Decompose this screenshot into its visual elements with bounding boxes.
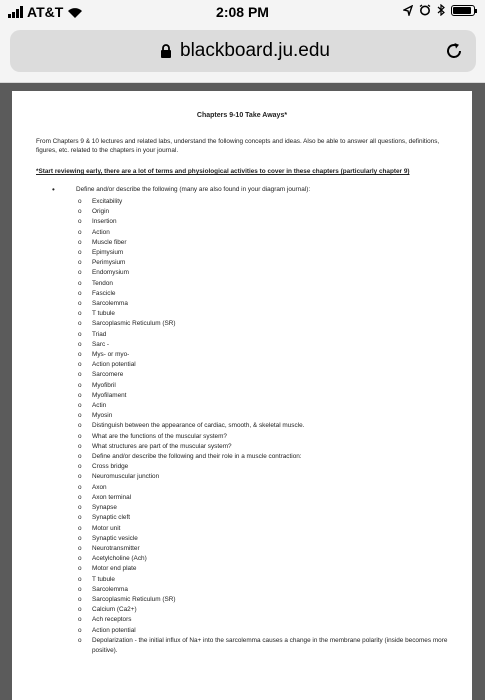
list-item-text: Myosin	[92, 412, 113, 420]
list-item	[78, 524, 458, 534]
hollow-bullet-icon: o	[78, 534, 82, 542]
hollow-bullet-icon: o	[78, 361, 82, 369]
hollow-bullet-icon: o	[78, 279, 82, 287]
list-item-text: Sarcolemma	[92, 585, 128, 593]
list-item-text: Synaptic cleft	[92, 514, 131, 522]
hollow-bullet-icon: o	[78, 371, 82, 379]
hollow-bullet-icon: o	[78, 320, 82, 328]
list-item	[78, 381, 458, 391]
hollow-bullet-icon: o	[78, 555, 82, 563]
bullet-icon: •	[52, 185, 55, 194]
list-item-text: Action potential	[92, 626, 136, 634]
hollow-bullet-icon: o	[78, 595, 82, 603]
list-item-text: T tubule	[92, 575, 115, 583]
term-list	[78, 197, 458, 656]
hollow-bullet-icon: o	[78, 381, 82, 389]
list-item-text: Muscle fiber	[92, 238, 127, 246]
list-item-text: Neurotransmitter	[92, 544, 140, 552]
list-item	[78, 421, 458, 431]
hollow-bullet-icon: o	[78, 422, 82, 430]
list-item	[78, 575, 458, 585]
list-item	[78, 228, 458, 238]
list-item	[78, 483, 458, 493]
hollow-bullet-icon: o	[78, 585, 82, 593]
list-item	[78, 309, 458, 319]
list-item-text: Myofilament	[92, 391, 127, 399]
list-item	[78, 238, 458, 248]
lock-icon	[160, 44, 172, 58]
list-item-text: Origin	[92, 208, 110, 216]
list-item-text: Endomysium	[92, 269, 129, 277]
address-bar[interactable]	[10, 30, 476, 72]
document-intro: From Chapters 9 & 10 lectures and related labs, understand the following concepts and ideas. Also be able to answer all questions, definitions, figures, etc. related to the chapters in your journal.	[36, 138, 440, 154]
list-item	[78, 360, 458, 370]
list-item	[78, 289, 458, 299]
list-item	[78, 207, 458, 217]
hollow-bullet-icon: o	[78, 218, 82, 226]
hollow-bullet-icon: o	[78, 330, 82, 338]
list-item	[78, 299, 458, 309]
list-item-text: Fascicle	[92, 289, 116, 297]
list-item	[78, 452, 458, 462]
bluetooth-icon	[437, 4, 445, 16]
list-item-text: Acetylcholine (Ach)	[92, 555, 147, 563]
hollow-bullet-icon: o	[78, 606, 82, 614]
hollow-bullet-icon: o	[78, 616, 82, 624]
document-note: *Start reviewing early, there are a lot of terms and physiological activities to cover in these chapters (particularly chapter 9)	[36, 168, 410, 175]
list-item-text: Sarcolemma	[92, 300, 128, 308]
battery-icon	[451, 5, 475, 16]
list-item	[78, 636, 458, 656]
hollow-bullet-icon: o	[78, 249, 82, 257]
list-item	[78, 493, 458, 503]
list-item-text: What structures are part of the muscular system?	[92, 442, 232, 450]
list-item	[78, 554, 458, 564]
list-item	[78, 626, 458, 636]
browser-toolbar	[0, 24, 485, 83]
list-item-text: Epimysium	[92, 249, 124, 257]
list-item	[78, 217, 458, 227]
hollow-bullet-icon: o	[78, 340, 82, 348]
list-item-text: Synaptic vesicle	[92, 534, 138, 542]
list-item-text: Synapse	[92, 504, 117, 512]
hollow-bullet-icon: o	[78, 412, 82, 420]
list-item-text: Cross bridge	[92, 463, 129, 471]
hollow-bullet-icon: o	[78, 514, 82, 522]
list-item-text: Insertion	[92, 218, 117, 226]
list-item-text: Actin	[92, 402, 107, 410]
hollow-bullet-icon: o	[78, 493, 82, 501]
status-time: 2:08 PM	[216, 4, 269, 20]
url-text: blackboard.ju.edu	[180, 40, 330, 61]
list-item	[78, 462, 458, 472]
list-item-text: Sarcomere	[92, 371, 124, 379]
list-item	[78, 330, 458, 340]
carrier-name: AT&T	[27, 4, 64, 20]
list-item	[78, 248, 458, 258]
hollow-bullet-icon: o	[78, 289, 82, 297]
hollow-bullet-icon: o	[78, 636, 82, 644]
list-item	[78, 595, 458, 605]
list-item-text: What are the functions of the muscular system?	[92, 432, 227, 440]
list-item	[78, 605, 458, 615]
list-item-text: Mys- or myo-	[92, 351, 130, 359]
list-item-text: T tubule	[92, 310, 115, 318]
list-item	[78, 197, 458, 207]
list-item	[78, 279, 458, 289]
hollow-bullet-icon: o	[78, 524, 82, 532]
list-item	[78, 513, 458, 523]
list-item	[78, 401, 458, 411]
list-item-text: Action potential	[92, 361, 136, 369]
list-item-text: Axon terminal	[92, 493, 132, 501]
hollow-bullet-icon: o	[78, 626, 82, 634]
reload-icon[interactable]	[444, 41, 464, 61]
document-page	[12, 91, 472, 700]
hollow-bullet-icon: o	[78, 442, 82, 450]
list-item	[78, 534, 458, 544]
list-item-text: Tendon	[92, 279, 113, 287]
hollow-bullet-icon: o	[78, 238, 82, 246]
hollow-bullet-icon: o	[78, 310, 82, 318]
hollow-bullet-icon: o	[78, 269, 82, 277]
hollow-bullet-icon: o	[78, 208, 82, 216]
hollow-bullet-icon: o	[78, 575, 82, 583]
list-item-text: Triad	[92, 330, 107, 338]
list-item-text: Ach receptors	[92, 616, 132, 624]
list-item	[78, 391, 458, 401]
list-item	[78, 442, 458, 452]
hollow-bullet-icon: o	[78, 483, 82, 491]
list-item-text: Distinguish between the appearance of cardiac, smooth, & skeletal muscle.	[92, 422, 305, 430]
list-item	[78, 370, 458, 380]
hollow-bullet-icon: o	[78, 198, 82, 205]
hollow-bullet-icon: o	[78, 259, 82, 267]
list-item-text: Motor unit	[92, 524, 121, 532]
list-item-text: Depolarization - the initial influx of Na+ into the sarcolemma causes a change in the membrane polarity (inside becomes more positive).	[92, 636, 448, 654]
list-item-text: Perimysium	[92, 259, 126, 267]
hollow-bullet-icon: o	[78, 453, 82, 461]
list-item-text: Excitability	[92, 198, 123, 205]
list-item-text: Axon	[92, 483, 107, 491]
list-item	[78, 268, 458, 278]
list-item	[78, 564, 458, 574]
hollow-bullet-icon: o	[78, 463, 82, 471]
list-item-text: Neuromuscular junction	[92, 473, 160, 481]
hollow-bullet-icon: o	[78, 351, 82, 359]
list-item-text: Sarcoplasmic Reticulum (SR)	[92, 320, 176, 328]
document-title: Chapters 9-10 Take Aways*	[196, 112, 288, 119]
list-item	[78, 340, 458, 350]
list-item	[78, 472, 458, 482]
hollow-bullet-icon: o	[78, 504, 82, 512]
main-bullet-text: Define and/or describe the following (many are also found in your diagram journal):	[76, 186, 311, 193]
hollow-bullet-icon: o	[78, 228, 82, 236]
list-item-text: Calcium (Ca2+)	[92, 606, 137, 614]
list-item-text: Sarcoplasmic Reticulum (SR)	[92, 595, 176, 603]
hollow-bullet-icon: o	[78, 391, 82, 399]
list-item-text: Action	[92, 228, 110, 236]
status-bar	[0, 0, 485, 24]
hollow-bullet-icon: o	[78, 300, 82, 308]
list-item	[78, 615, 458, 625]
list-item-text: Myofibril	[92, 381, 116, 389]
list-item	[78, 258, 458, 268]
hollow-bullet-icon: o	[78, 402, 82, 410]
list-item	[78, 503, 458, 513]
list-item	[78, 432, 458, 442]
list-item-text: Sarc -	[92, 340, 110, 348]
hollow-bullet-icon: o	[78, 473, 82, 481]
list-item-text: Motor end plate	[92, 565, 137, 573]
list-item	[78, 350, 458, 360]
alarm-icon	[419, 4, 431, 16]
list-item	[78, 411, 458, 421]
list-item	[78, 319, 458, 329]
hollow-bullet-icon: o	[78, 432, 82, 440]
list-item-text: Define and/or describe the following and their role in a muscle contraction:	[92, 453, 302, 461]
hollow-bullet-icon: o	[78, 544, 82, 552]
list-item	[78, 544, 458, 554]
hollow-bullet-icon: o	[78, 565, 82, 573]
list-item	[78, 585, 458, 595]
location-arrow-icon	[403, 5, 413, 16]
